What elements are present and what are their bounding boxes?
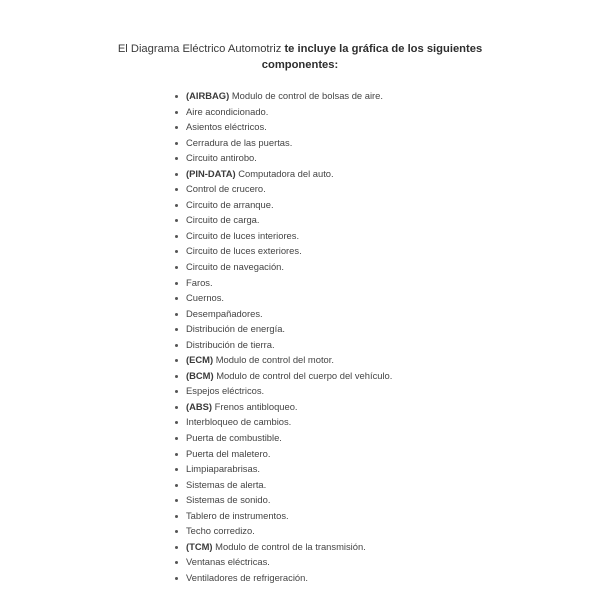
bullet-icon	[175, 142, 178, 145]
component-label: Interbloqueo de cambios.	[186, 416, 292, 428]
list-item	[169, 150, 392, 166]
bullet-icon	[175, 235, 178, 238]
component-label: Distribución de tierra.	[186, 338, 275, 350]
list-item	[169, 88, 392, 104]
component-abbreviation: (PIN-DATA)	[186, 167, 236, 179]
bullet-icon	[175, 328, 178, 331]
list-item	[169, 197, 392, 213]
bullet-icon	[175, 204, 178, 207]
list-item	[169, 539, 392, 555]
list-item	[169, 399, 392, 415]
component-abbreviation: (ABS)	[186, 400, 213, 412]
bullet-icon	[175, 375, 178, 378]
bullet-icon	[175, 515, 178, 518]
component-label: Techo corredizo.	[186, 525, 255, 537]
list-item	[169, 119, 392, 135]
component-label: Sistemas de alerta.	[186, 478, 267, 490]
list-item	[169, 181, 392, 197]
component-label: Faros.	[186, 276, 213, 288]
list-item	[169, 104, 392, 120]
list-item	[169, 212, 392, 228]
intro-heading	[100, 42, 500, 73]
component-label: Limpiaparabrisas.	[186, 463, 260, 475]
component-label: Aire acondicionado.	[186, 105, 269, 117]
bullet-icon	[175, 561, 178, 564]
list-item	[169, 430, 392, 446]
bullet-icon	[175, 406, 178, 409]
bullet-icon	[175, 390, 178, 393]
list-item	[169, 228, 392, 244]
bullet-icon	[175, 126, 178, 129]
list-item	[169, 275, 392, 291]
bullet-icon	[175, 359, 178, 362]
component-label: Modulo de control de bolsas de aire.	[231, 90, 383, 101]
bullet-icon	[175, 95, 178, 98]
bullet-icon	[175, 188, 178, 191]
component-label: Tablero de instrumentos.	[186, 509, 289, 521]
component-label: Sistemas de sonido.	[186, 494, 271, 506]
component-list	[169, 88, 392, 586]
list-item	[169, 383, 392, 399]
component-label: Control de crucero.	[186, 183, 266, 195]
bullet-icon	[175, 297, 178, 300]
list-item	[169, 446, 392, 462]
bullet-icon	[175, 250, 178, 253]
component-label: Puerta del maletero.	[186, 447, 271, 459]
bullet-icon	[175, 282, 178, 285]
bullet-icon	[175, 266, 178, 269]
bullet-icon	[175, 499, 178, 502]
component-abbreviation: (TCM)	[186, 540, 213, 552]
bullet-icon	[175, 437, 178, 440]
component-abbreviation: (AIRBAG)	[186, 90, 230, 101]
component-label: Ventanas eléctricas.	[186, 556, 270, 568]
bullet-icon	[175, 173, 178, 176]
component-label: Cerradura de las puertas.	[186, 136, 293, 148]
component-label: Circuito de arranque.	[186, 198, 274, 210]
component-label: Modulo de control de la transmisión.	[215, 540, 366, 552]
list-item	[169, 135, 392, 151]
component-label: Circuito de navegación.	[186, 261, 284, 273]
list-item	[169, 352, 392, 368]
bullet-icon	[175, 344, 178, 347]
list-item	[169, 523, 392, 539]
component-label: Modulo de control del cuerpo del vehículo.	[216, 369, 393, 381]
component-label: Circuito de luces exteriores.	[186, 245, 302, 257]
bullet-icon	[175, 111, 178, 114]
bullet-icon	[175, 546, 178, 549]
list-item	[169, 477, 392, 493]
component-label: Modulo de control del motor.	[215, 354, 334, 366]
component-label: Ventiladores de refrigeración.	[186, 571, 308, 583]
list-item	[169, 259, 392, 275]
list-item	[169, 492, 392, 508]
component-label: Computadora del auto.	[238, 167, 334, 179]
list-item	[169, 570, 392, 586]
bullet-icon	[175, 530, 178, 533]
list-item	[169, 166, 392, 182]
component-label: Espejos eléctricos.	[186, 385, 265, 397]
bullet-icon	[175, 219, 178, 222]
bullet-icon	[175, 313, 178, 316]
component-abbreviation: (ECM)	[186, 354, 214, 366]
list-item	[169, 306, 392, 322]
component-label: Circuito de luces interiores.	[186, 229, 300, 241]
component-label: Desempañadores.	[186, 307, 263, 319]
bullet-icon	[175, 453, 178, 456]
list-item	[169, 414, 392, 430]
bullet-icon	[175, 157, 178, 160]
component-label: Frenos antibloqueo.	[214, 400, 298, 412]
component-label: Cuernos.	[186, 292, 225, 304]
list-item	[169, 290, 392, 306]
component-abbreviation: (BCM)	[186, 369, 214, 381]
list-item	[169, 243, 392, 259]
intro-text-normal: El Diagrama Eléctrico Automotriz	[117, 43, 285, 55]
list-item	[169, 461, 392, 477]
list-item	[169, 554, 392, 570]
bullet-icon	[175, 577, 178, 580]
list-item	[169, 321, 392, 337]
component-label: Distribución de energía.	[186, 323, 286, 335]
component-label: Circuito de carga.	[186, 214, 260, 226]
list-item	[169, 508, 392, 524]
bullet-icon	[175, 468, 178, 471]
list-item	[169, 368, 392, 384]
bullet-icon	[175, 484, 178, 487]
component-label: Asientos eléctricos.	[186, 121, 267, 133]
intro-text-bold: te incluye la gráfica de los siguientes componentes:	[261, 43, 483, 71]
bullet-icon	[175, 421, 178, 424]
component-label: Puerta de combustible.	[186, 432, 282, 444]
list-item	[169, 337, 392, 353]
component-label: Circuito antirobo.	[186, 152, 257, 164]
